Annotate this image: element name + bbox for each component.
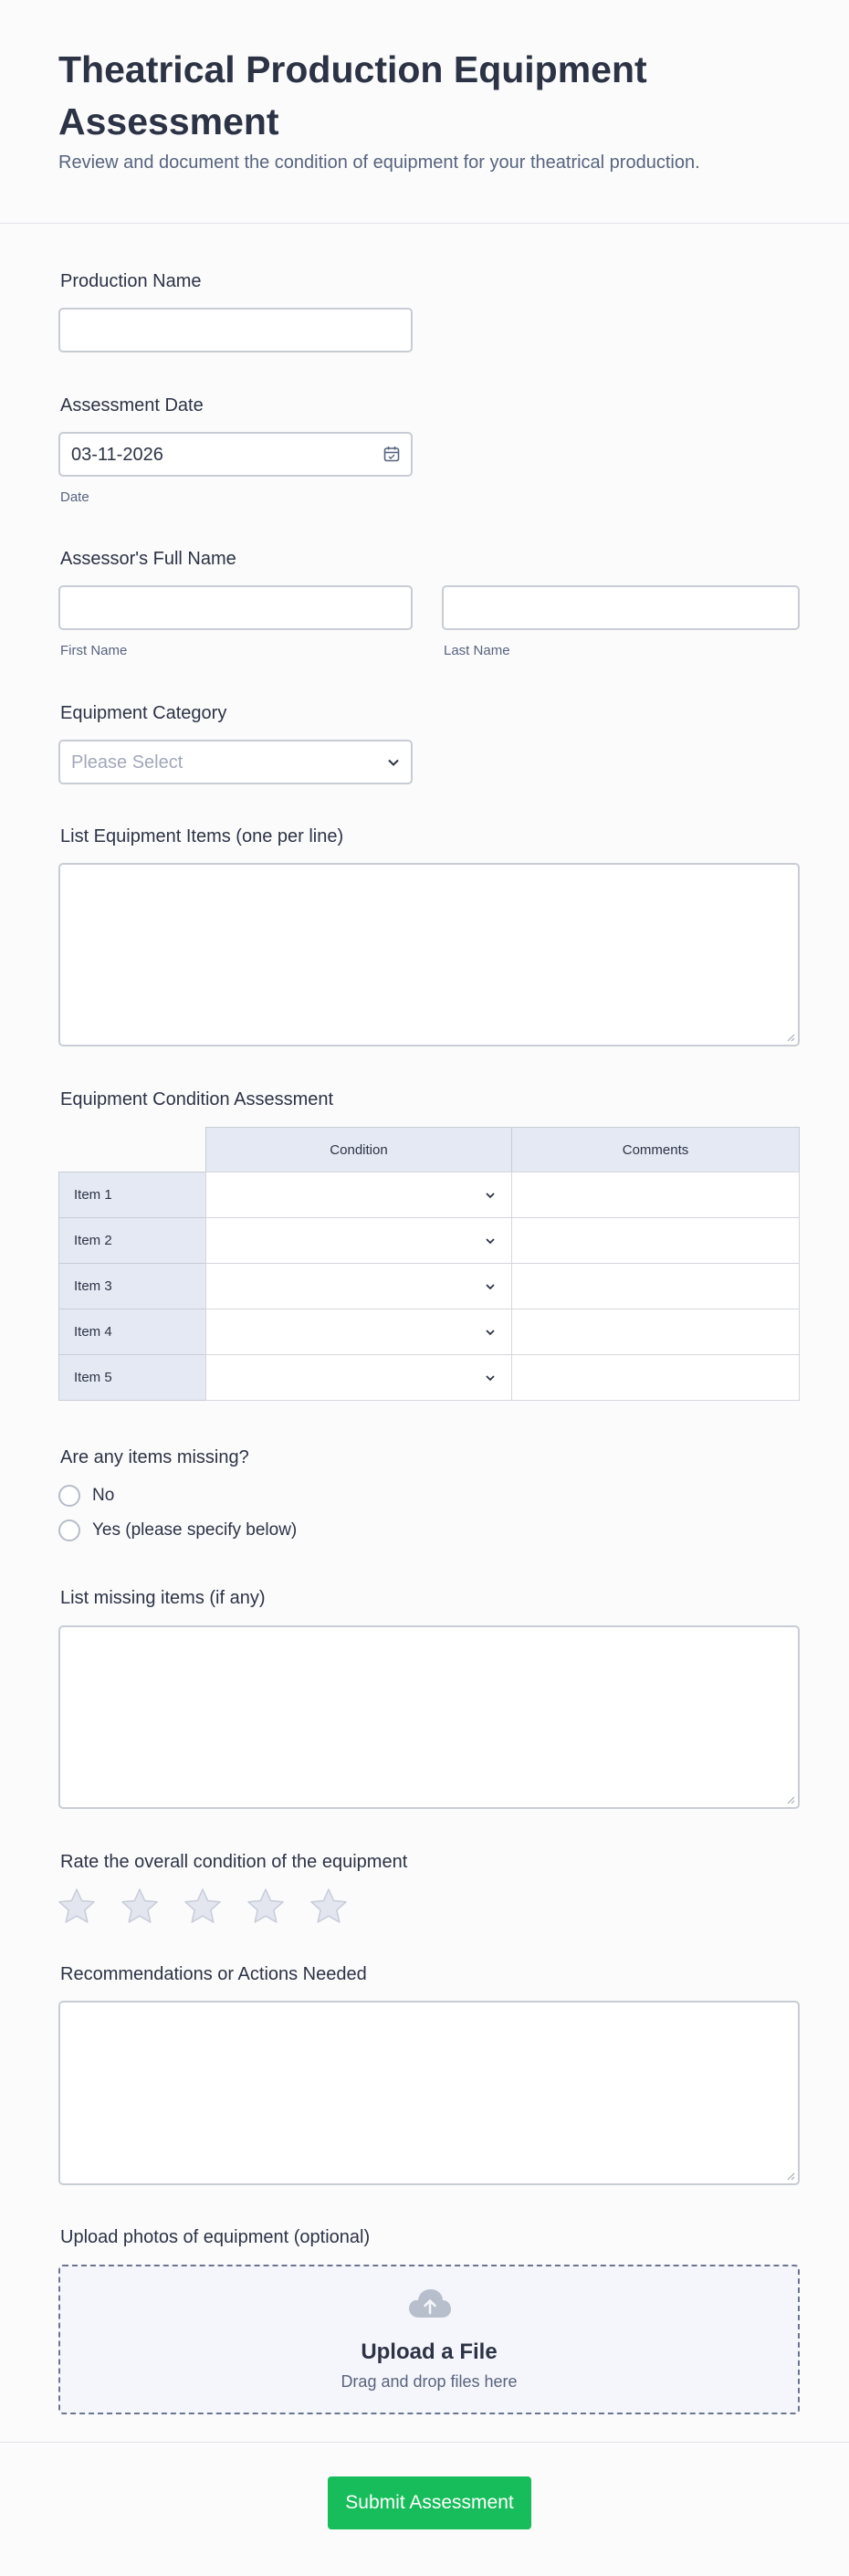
assessment-date-value: 03-11-2026 [71,445,163,465]
comments-input[interactable] [511,1263,800,1309]
chevron-down-icon [484,1189,497,1202]
resize-handle-icon[interactable] [786,2171,795,2181]
star-icon[interactable] [57,1887,97,1927]
radio-label: No [92,1486,115,1505]
form-footer [0,2442,849,2576]
chevron-down-icon [484,1280,497,1293]
condition-select[interactable] [205,1309,512,1355]
missing-list-textarea[interactable] [58,1625,800,1809]
production-name-input[interactable] [58,308,413,352]
equipment-items-textarea[interactable] [58,863,800,1046]
radio-option-no[interactable] [58,1485,114,1507]
form-title: Theatrical Production Equipment Assessment [58,48,647,142]
equipment-category-select[interactable] [58,740,413,784]
resize-handle-icon[interactable] [786,1795,795,1804]
first-name-sublabel: First Name [60,643,128,658]
calendar-icon[interactable] [383,446,400,462]
file-upload-dropzone[interactable] [58,2265,800,2414]
radio-label: Yes (please specify below) [92,1520,298,1540]
condition-select[interactable] [205,1354,512,1401]
upload-title: Upload a File [361,2339,498,2364]
chevron-down-icon [484,1326,497,1339]
matrix-row-label: Item 5 [58,1354,206,1401]
star-icon[interactable] [246,1887,286,1927]
matrix-row-label: Item 4 [58,1309,206,1355]
star-icon[interactable] [309,1887,349,1927]
radio-option-yes[interactable] [58,1519,297,1541]
upload-hint: Drag and drop files here [341,2372,518,2391]
date-sublabel: Date [60,489,89,505]
equipment-category-label: Equipment Category [60,703,227,723]
resize-handle-icon[interactable] [786,1033,795,1042]
comments-input[interactable] [511,1309,800,1355]
star-icon[interactable] [120,1887,160,1927]
matrix-row-label: Item 1 [58,1172,206,1218]
condition-select[interactable] [205,1217,512,1264]
equipment-items-label: List Equipment Items (one per line) [60,826,344,846]
equipment-category-placeholder: Please Select [71,752,183,773]
chevron-down-icon [387,756,400,769]
form-subtitle: Review and document the condition of equipment for your theatrical production. [58,152,700,173]
condition-select[interactable] [205,1263,512,1309]
assessor-name-label: Assessor's Full Name [60,549,236,569]
comments-input[interactable] [511,1354,800,1401]
last-name-input[interactable] [442,585,800,630]
production-name-label: Production Name [60,271,202,291]
submit-button[interactable]: Submit Assessment [328,2476,531,2529]
chevron-down-icon [484,1372,497,1384]
radio-circle[interactable] [58,1485,80,1507]
first-name-input[interactable] [58,585,413,630]
missing-list-label: List missing items (if any) [60,1588,266,1608]
condition-select[interactable] [205,1172,512,1218]
matrix-header-condition: Condition [205,1127,512,1172]
comments-input[interactable] [511,1172,800,1218]
matrix-row-label: Item 3 [58,1263,206,1309]
missing-items-label: Are any items missing? [60,1447,249,1467]
radio-circle[interactable] [58,1519,80,1541]
assessment-date-input[interactable] [58,432,413,477]
star-rating[interactable] [57,1887,372,1927]
assessment-date-label: Assessment Date [60,395,204,415]
chevron-down-icon [484,1235,497,1247]
recommendations-label: Recommendations or Actions Needed [60,1964,367,1984]
matrix-header-comments: Comments [511,1127,800,1172]
recommendations-textarea[interactable] [58,2001,800,2185]
comments-input[interactable] [511,1217,800,1264]
form-header [0,0,849,224]
cloud-upload-icon [407,2287,453,2323]
matrix-row-label: Item 2 [58,1217,206,1264]
condition-assessment-label: Equipment Condition Assessment [60,1089,334,1109]
rating-label: Rate the overall condition of the equipment [60,1852,408,1872]
last-name-sublabel: Last Name [444,643,510,658]
upload-label: Upload photos of equipment (optional) [60,2227,371,2247]
star-icon[interactable] [183,1887,223,1927]
